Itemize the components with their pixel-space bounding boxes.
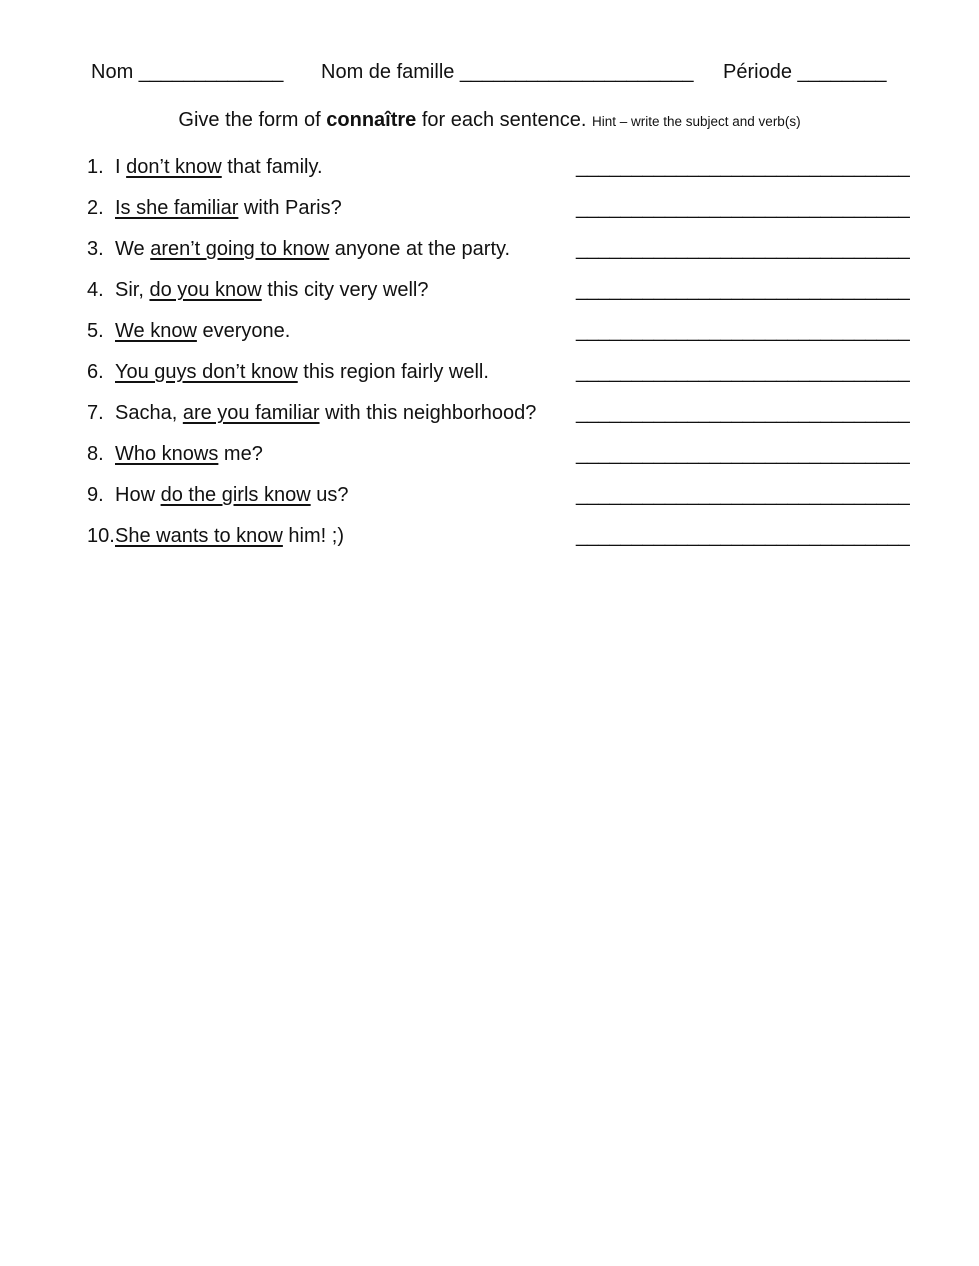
answer-blank[interactable]: ______________________________ bbox=[576, 279, 910, 301]
answer-blank[interactable]: ______________________________ bbox=[576, 361, 910, 383]
sentence-after: that family. bbox=[221, 156, 323, 178]
item-number: 10. bbox=[87, 525, 115, 547]
sentence-before: Sacha, bbox=[115, 402, 183, 424]
sentence-underlined-verb: don’t know bbox=[126, 156, 222, 178]
sentence-underlined-verb: Who knows bbox=[115, 443, 219, 465]
sentence-underlined-verb: do you know bbox=[149, 279, 262, 301]
item-sentence bbox=[115, 481, 348, 509]
student-info-header bbox=[91, 58, 891, 86]
sentence-after: this region fairly well. bbox=[297, 361, 489, 383]
sentence-underlined-verb: do the girls know bbox=[160, 484, 311, 506]
instructions-pre: Give the form of bbox=[178, 109, 327, 131]
answer-blank[interactable]: ______________________________ bbox=[576, 238, 910, 260]
item-number: 2. bbox=[87, 197, 104, 219]
first-name-field[interactable]: Nom _____________ bbox=[91, 61, 284, 83]
item-sentence bbox=[115, 194, 342, 222]
instructions-verb: connaître bbox=[326, 109, 417, 131]
sentence-before: Sir, bbox=[115, 279, 150, 301]
last-name-field[interactable]: Nom de famille _____________________ bbox=[321, 61, 694, 83]
sentence-after: with this neighborhood? bbox=[319, 402, 537, 424]
sentence-after: with Paris? bbox=[238, 197, 342, 219]
sentence-underlined-verb: She wants to know bbox=[115, 525, 283, 547]
answer-blank[interactable]: ______________________________ bbox=[576, 525, 910, 547]
exercise-item bbox=[87, 358, 917, 386]
item-number: 3. bbox=[87, 238, 104, 260]
item-sentence bbox=[115, 358, 489, 386]
exercise-item bbox=[87, 440, 917, 468]
sentence-after: everyone. bbox=[196, 320, 291, 342]
sentence-underlined-verb: Is she familiar bbox=[115, 197, 239, 219]
period-field[interactable]: Période ________ bbox=[723, 61, 887, 83]
instructions-post: for each sentence. bbox=[416, 109, 592, 131]
sentence-after: him! ;) bbox=[282, 525, 344, 547]
exercise-item bbox=[87, 317, 917, 345]
answer-blank[interactable]: ______________________________ bbox=[576, 197, 910, 219]
exercise-item bbox=[87, 194, 917, 222]
sentence-after: anyone at the party. bbox=[329, 238, 511, 260]
sentence-after: us? bbox=[310, 484, 349, 506]
sentence-before: We bbox=[115, 238, 151, 260]
answer-blank[interactable]: ______________________________ bbox=[576, 156, 910, 178]
exercise-item bbox=[87, 481, 917, 509]
item-sentence bbox=[115, 522, 344, 550]
item-number: 1. bbox=[87, 156, 104, 178]
exercise-item bbox=[87, 522, 917, 550]
item-sentence bbox=[115, 317, 290, 345]
sentence-after: me? bbox=[218, 443, 263, 465]
item-sentence bbox=[115, 235, 510, 263]
item-number: 8. bbox=[87, 443, 104, 465]
sentence-underlined-verb: We know bbox=[115, 320, 197, 342]
sentence-underlined-verb: You guys don’t know bbox=[115, 361, 298, 383]
exercise-item bbox=[87, 153, 917, 181]
instructions-hint: Hint – write the subject and verb(s) bbox=[591, 114, 801, 129]
item-sentence bbox=[115, 440, 263, 468]
item-sentence bbox=[115, 276, 428, 304]
item-number: 7. bbox=[87, 402, 104, 424]
answer-blank[interactable]: ______________________________ bbox=[576, 320, 910, 342]
item-sentence bbox=[115, 153, 323, 181]
instructions bbox=[0, 106, 979, 136]
item-number: 6. bbox=[87, 361, 104, 383]
answer-blank[interactable]: ______________________________ bbox=[576, 484, 910, 506]
answer-blank[interactable]: ______________________________ bbox=[576, 402, 910, 424]
item-number: 5. bbox=[87, 320, 104, 342]
exercise-item bbox=[87, 235, 917, 263]
sentence-before: I bbox=[115, 156, 127, 178]
exercise-item bbox=[87, 276, 917, 304]
sentence-before: How bbox=[115, 484, 161, 506]
answer-blank[interactable]: ______________________________ bbox=[576, 443, 910, 465]
sentence-after: this city very well? bbox=[261, 279, 429, 301]
item-number: 4. bbox=[87, 279, 104, 301]
item-number: 9. bbox=[87, 484, 104, 506]
item-sentence bbox=[115, 399, 536, 427]
exercise-item bbox=[87, 399, 917, 427]
sentence-underlined-verb: aren’t going to know bbox=[150, 238, 330, 260]
sentence-underlined-verb: are you familiar bbox=[182, 402, 320, 424]
